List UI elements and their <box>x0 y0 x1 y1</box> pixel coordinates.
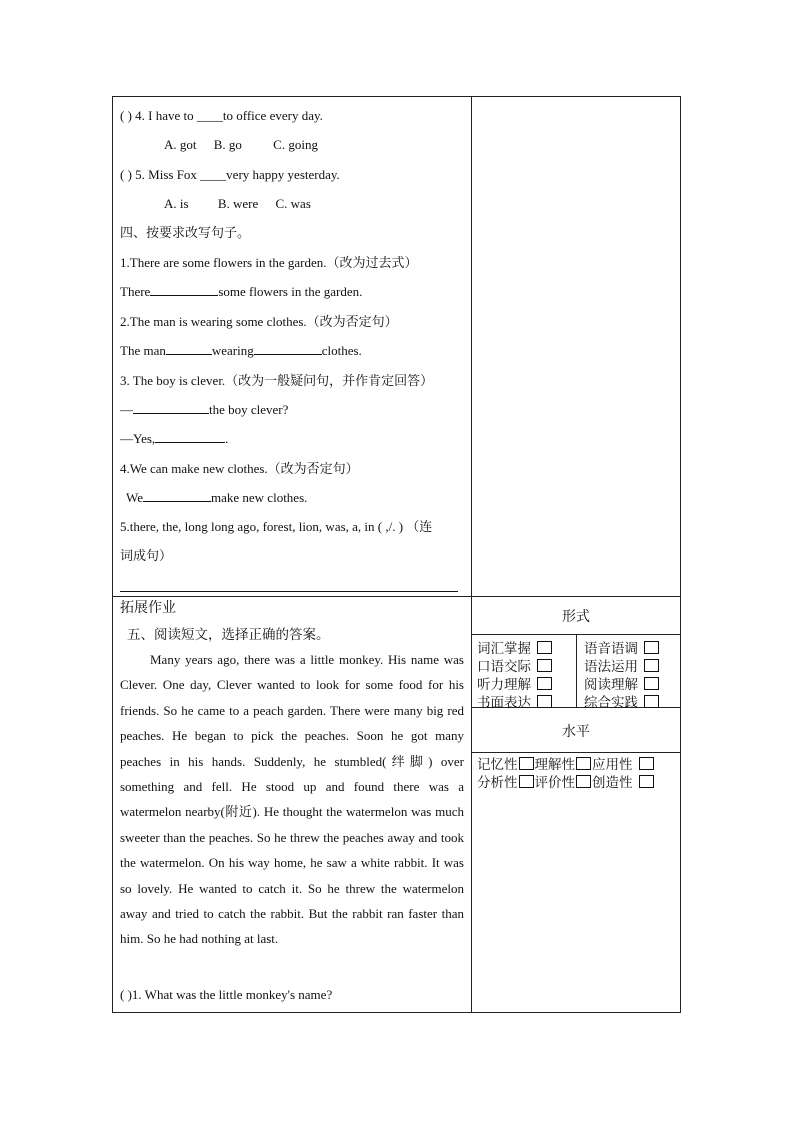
form-item-grammar: 语法运用 <box>584 655 659 675</box>
rewrite-answer-3-reply: —Yes, . <box>120 431 229 447</box>
checkbox[interactable] <box>519 775 534 788</box>
row-divider <box>113 596 680 597</box>
checkbox[interactable] <box>537 659 552 672</box>
worksheet-table <box>112 96 681 1013</box>
option-a: A. got <box>164 137 197 153</box>
reading-passage <box>120 647 464 952</box>
rewrite-answer-3-question: — the boy clever? <box>120 401 289 417</box>
form-item-reading: 阅读理解 <box>584 673 659 693</box>
reading-question-1: ( )1. What was the little monkey's name? <box>120 987 333 1002</box>
form-item-oral: 口语交际 <box>477 655 552 675</box>
checkbox[interactable] <box>537 677 552 690</box>
rewrite-sentence-2: 2.The man is wearing some clothes.（改为否定句） <box>120 313 398 329</box>
rewrite-sentence-4: 4.We can make new clothes.（改为否定句） <box>120 460 359 476</box>
answer-blank[interactable] <box>254 341 322 355</box>
form-item-writing: 书面表达 <box>477 691 552 711</box>
question-4: ( ) 4. I have to ____to office every day. <box>120 108 323 123</box>
rewrite-sentence-5: 5.there, the, long long ago, forest, lion, was, a, in ( ,/. ) （连 <box>120 519 433 535</box>
column-divider <box>471 97 472 1012</box>
checkbox[interactable] <box>644 641 659 654</box>
rewrite-answer-2: The man wearing clothes. <box>120 343 362 359</box>
checkbox[interactable] <box>576 757 591 770</box>
checkbox[interactable] <box>576 775 591 788</box>
exercise-section <box>120 105 464 575</box>
option-b: B. go <box>213 137 242 153</box>
question-5: ( ) 5. Miss Fox ____very happy yesterday. <box>120 166 340 182</box>
option-b: B. were <box>217 196 259 212</box>
option-c: C. was <box>275 196 311 212</box>
checkbox[interactable] <box>644 695 659 708</box>
question-5-options <box>120 193 464 222</box>
form-header: 形式 <box>562 609 590 625</box>
level-row-2: 分析性 评价性 创造性 <box>477 771 654 791</box>
checkbox[interactable] <box>639 757 654 770</box>
form-item-vocab: 词汇掌握 <box>477 637 552 657</box>
rewrite-sentence-1: 1.There are some flowers in the garden.（改为过去式） <box>120 254 418 270</box>
option-c: C. going <box>273 137 318 153</box>
checkbox[interactable] <box>644 677 659 690</box>
form-item-listening: 听力理解 <box>477 673 552 693</box>
rewrite-answer-4: We make new clothes. <box>126 490 308 506</box>
section-5-heading: 五、阅读短文，选择正确的答案。 <box>127 627 330 643</box>
answer-line[interactable] <box>120 591 458 592</box>
level-header: 水平 <box>562 724 590 740</box>
rewrite-sentence-3: 3. The boy is clever.（改为一般疑问句，并作肯定回答） <box>120 372 434 388</box>
passage-text: Many years ago, there was a little monkey. His name was Clever. One day, Clever wanted to look for some food for his friends. So he came to a peach garden. There were many big red peaches. He began to pick the peaches. Soon he got many peaches in his hands. Suddenly, he stumbled(绊脚) over something and fell. He stood up and found there was a watermelon nearby(附近). He thought the watermelon was much sweeter than the peaches. So he threw the peaches away and took the watermelon. On his way home, he saw a white rabbit. It was so lovely. He wanted to catch it. So he threw the watermelon away and tried to catch the rabbit. But the rabbit ran faster than him. So he had nothing at last. <box>120 652 464 947</box>
checkbox[interactable] <box>519 757 534 770</box>
answer-blank[interactable] <box>155 429 225 443</box>
answer-blank[interactable] <box>133 400 209 414</box>
checkbox[interactable] <box>537 695 552 708</box>
section-4-heading: 四、按要求改写句子。 <box>120 225 251 241</box>
rewrite-answer-1: There some flowers in the garden. <box>120 284 363 300</box>
checkbox[interactable] <box>639 775 654 788</box>
form-grid-divider <box>576 635 577 707</box>
form-item-pronunciation: 语音语调 <box>584 637 659 657</box>
answer-blank[interactable] <box>166 341 212 355</box>
extension-title: 拓展作业 <box>120 600 176 616</box>
answer-blank[interactable] <box>143 488 211 502</box>
form-item-practice: 综合实践 <box>584 691 659 711</box>
rewrite-sentence-5-cont: 词成句） <box>120 548 173 564</box>
level-row-1: 记忆性 理解性 应用性 <box>477 753 654 773</box>
checkbox[interactable] <box>644 659 659 672</box>
checkbox[interactable] <box>537 641 552 654</box>
question-4-options <box>120 134 464 163</box>
answer-blank[interactable] <box>150 282 218 296</box>
option-a: A. is <box>164 196 189 212</box>
